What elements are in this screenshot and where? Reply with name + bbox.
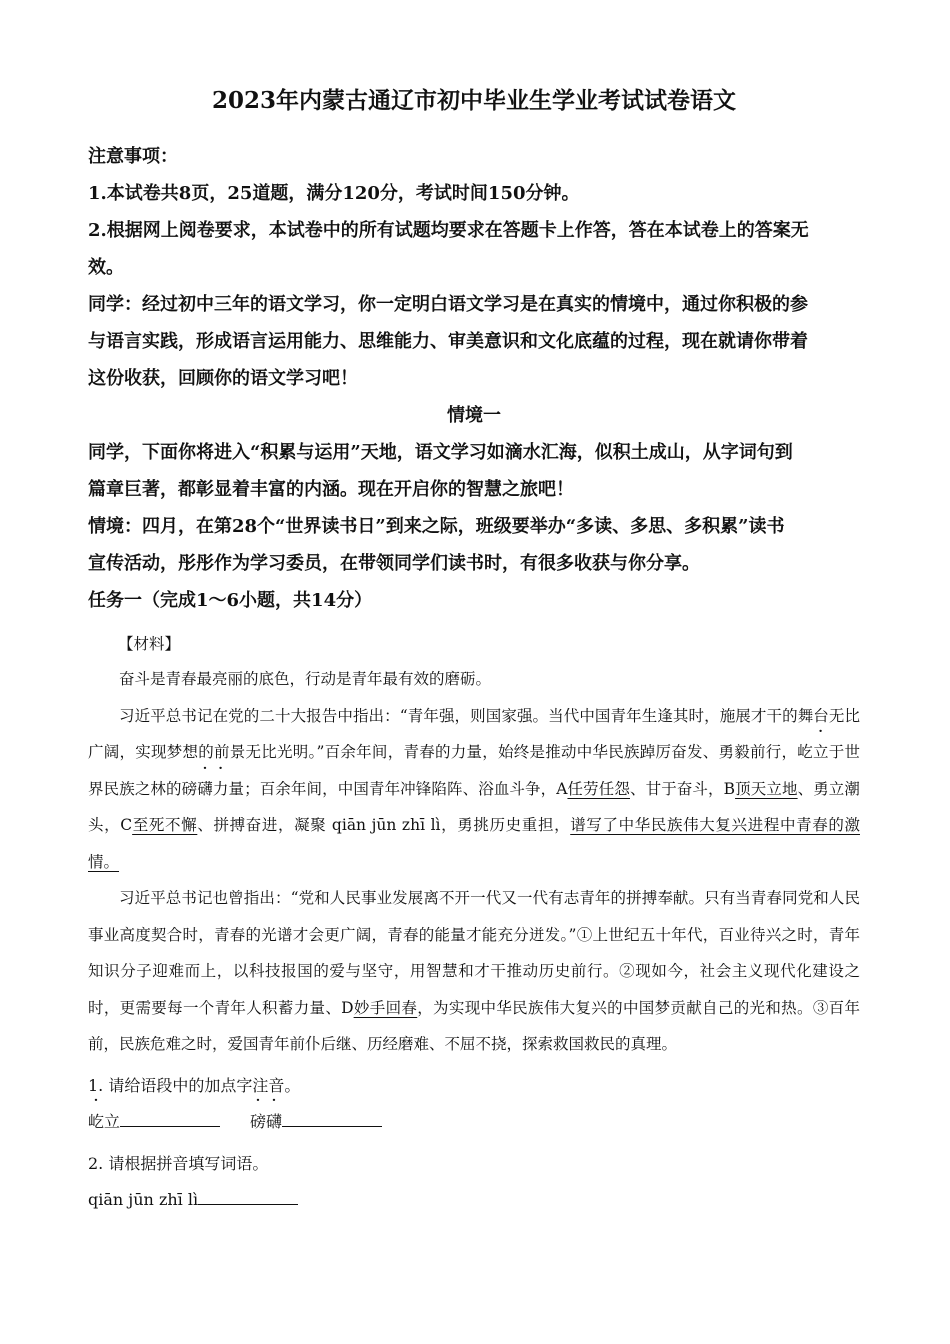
text-segment: ，为实现中华民族伟大复兴的中国梦贡献自己的光和热。③百年前，民族危难之时，爱国青年前仆后继、历经磨难、不屈不挠，探索救国救民的真理。 [88, 998, 860, 1053]
scene-para-2-line-1: 情境：四月，在第28个“世界读书日”到来之际，班级要举办“多读、多思、多积累”读书 [88, 516, 785, 537]
intro-line-3: 这份收获，回顾你的语文学习吧！ [88, 368, 358, 389]
notes-item-1: 1.本试卷共8页，25道题，满分120分，考试时间150分钟。 [88, 183, 580, 204]
material-paragraph-2 [88, 698, 860, 881]
dotted-character: 屹 [88, 1111, 105, 1131]
answer-blank-3[interactable] [198, 1186, 298, 1205]
material-heading: 【材料】 [118, 635, 181, 653]
text-segment: 立于世界民族之林的 [88, 743, 860, 798]
notes-item-2-line-1: 2.根据网上阅卷要求，本试卷中的所有试题均要求在答题卡上作答，答在本试卷上的答案无 [88, 220, 809, 241]
material-paragraph-1: 奋斗是青春最亮丽的底色，行动是青年最有效的磨砺。 [119, 670, 492, 688]
answer-blank-2[interactable] [282, 1108, 382, 1127]
dotted-character: 屹 [797, 743, 813, 761]
underlined-phrase-d: 妙手回春 [353, 998, 418, 1017]
intro-line-1: 同学：经过初中三年的语文学习，你一定明白语文学习是在真实的情境中，通过你积极的参 [88, 294, 808, 315]
text-segment: 、拼搏奋进，凝聚 qiān jūn zhī lì，勇挑历史重担， [197, 816, 571, 834]
text-segment: 、甘于奋斗，B [630, 779, 736, 798]
dotted-character: 礴 [266, 1111, 283, 1131]
question-1-answers [88, 1107, 860, 1137]
page-title: 2023年内蒙古通辽市初中毕业生学业考试试卷语文 [211, 87, 736, 114]
question-2-answer [88, 1185, 860, 1215]
scene-para-1-line-1: 同学，下面你将进入“积累与运用”天地，语文学习如滴水汇海，似积土成山，从字词句到 [88, 442, 793, 463]
scene-heading: 情境一 [447, 405, 501, 426]
dotted-character: 礴 [197, 779, 213, 798]
question-1: 1. 请给语段中的加点字注音。 [88, 1075, 301, 1095]
text-segment: 力量；百余年间，中国青年冲锋陷阵、浴血斗争，A [212, 779, 568, 798]
scene-para-1-line-2: 篇章巨著，都彰显着丰富的内涵。现在开启你的智慧之旅吧！ [88, 479, 574, 500]
text-segment: 习近平总书记在党的二十大报告中指出：“青年强，则国家强。当代中国青年生逢其时，施展才干的舞台无比广阔，实现梦想的前景无比光明。”百余年间，青春的力量，始终是推动中华民族踔厉奋发、勇毅前行， [88, 706, 860, 761]
text-segment: 、勇立潮头，C [88, 779, 860, 834]
intro-line-2: 与语言实践，形成语言运用能力、思维能力、审美意识和文化底蕴的过程，现在就请你带着 [88, 331, 808, 352]
underlined-phrase-b: 顶天立地 [735, 779, 798, 798]
task-heading: 任务一（完成1～6小题，共14分） [88, 590, 373, 611]
underlined-sentence: 谱写了中华民族伟大复兴进程中青春的激情。 [88, 816, 860, 871]
answer-word-label: 立 [104, 1111, 121, 1131]
notes-heading: 注意事项： [88, 146, 178, 167]
text-segment: 习近平总书记也曾指出：“党和人民事业发展离不开一代又一代有志青年的拼搏奉献。只有当青春同党和人民事业高度契合时，青春的光谱才会更广阔，青春的能量才能充分迸发。”①上世纪五十年代，百业待兴之时，青年知识分子迎难而上，以科技报国的爱与坚守，用智慧和才干推动历史前行。②现如今，社会主义现代化建设之时，更需要每一个青年人积蓄力量、D [88, 889, 860, 1017]
pinyin-label: qiān jūn zhī lì [88, 1189, 199, 1209]
answer-blank-1[interactable] [120, 1108, 220, 1127]
question-2: 2. 请根据拼音填写词语。 [88, 1153, 269, 1173]
dotted-character: 磅 [250, 1111, 267, 1131]
dotted-character: 磅 [181, 779, 198, 798]
material-paragraph-3 [88, 880, 860, 1063]
scene-para-2-line-2: 宣传活动，彤彤作为学习委员，在带领同学们读书时，有很多收获与你分享。 [88, 553, 700, 574]
notes-item-2-line-2: 效。 [88, 257, 124, 278]
underlined-phrase-a: 任劳任怨 [567, 779, 630, 798]
underlined-phrase-c: 至死不懈 [132, 816, 198, 834]
